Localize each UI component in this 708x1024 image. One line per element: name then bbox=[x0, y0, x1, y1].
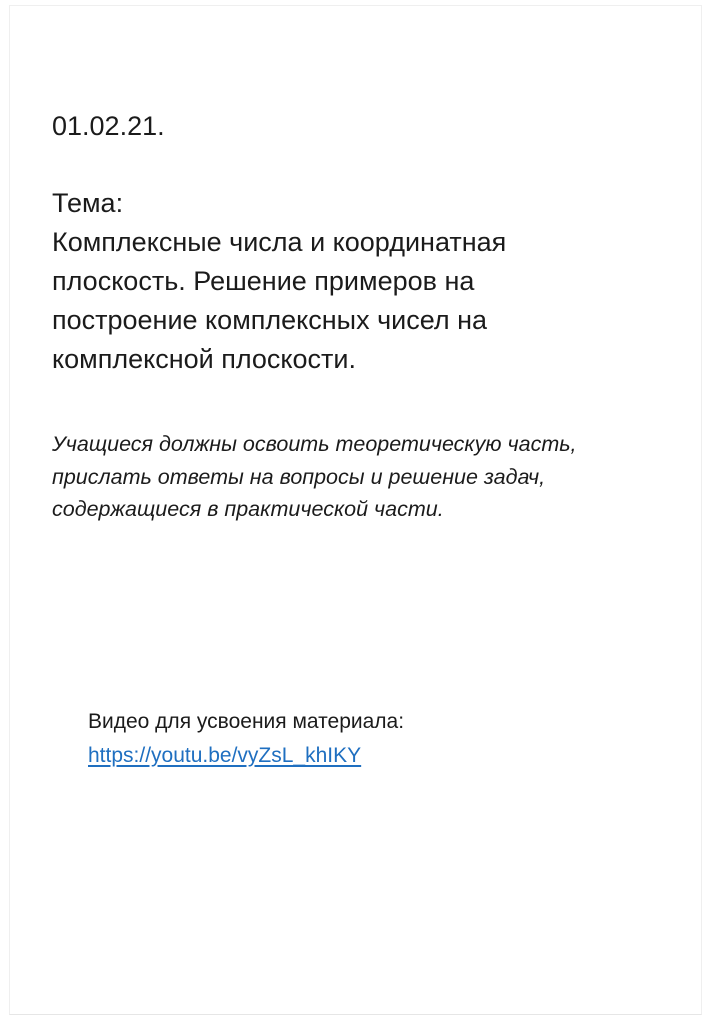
topic-section bbox=[52, 184, 557, 379]
instructions-text: Учащиеся должны освоить теоретическую часть, прислать ответы на вопросы и решение задач, содержащиеся в практической части. bbox=[52, 432, 577, 521]
video-label: Видео для усвоения материала: bbox=[88, 710, 405, 733]
topic-label: Тема: bbox=[52, 188, 124, 218]
page-date: 01.02.21. bbox=[52, 111, 165, 141]
topic-title: Комплексные числа и координатная плоскость. Решение примеров на построение комплексных чисел на комплексной плоскости. bbox=[52, 227, 507, 374]
video-section bbox=[88, 705, 508, 773]
video-link[interactable]: https://youtu.be/vyZsL_khIKY bbox=[88, 744, 362, 767]
